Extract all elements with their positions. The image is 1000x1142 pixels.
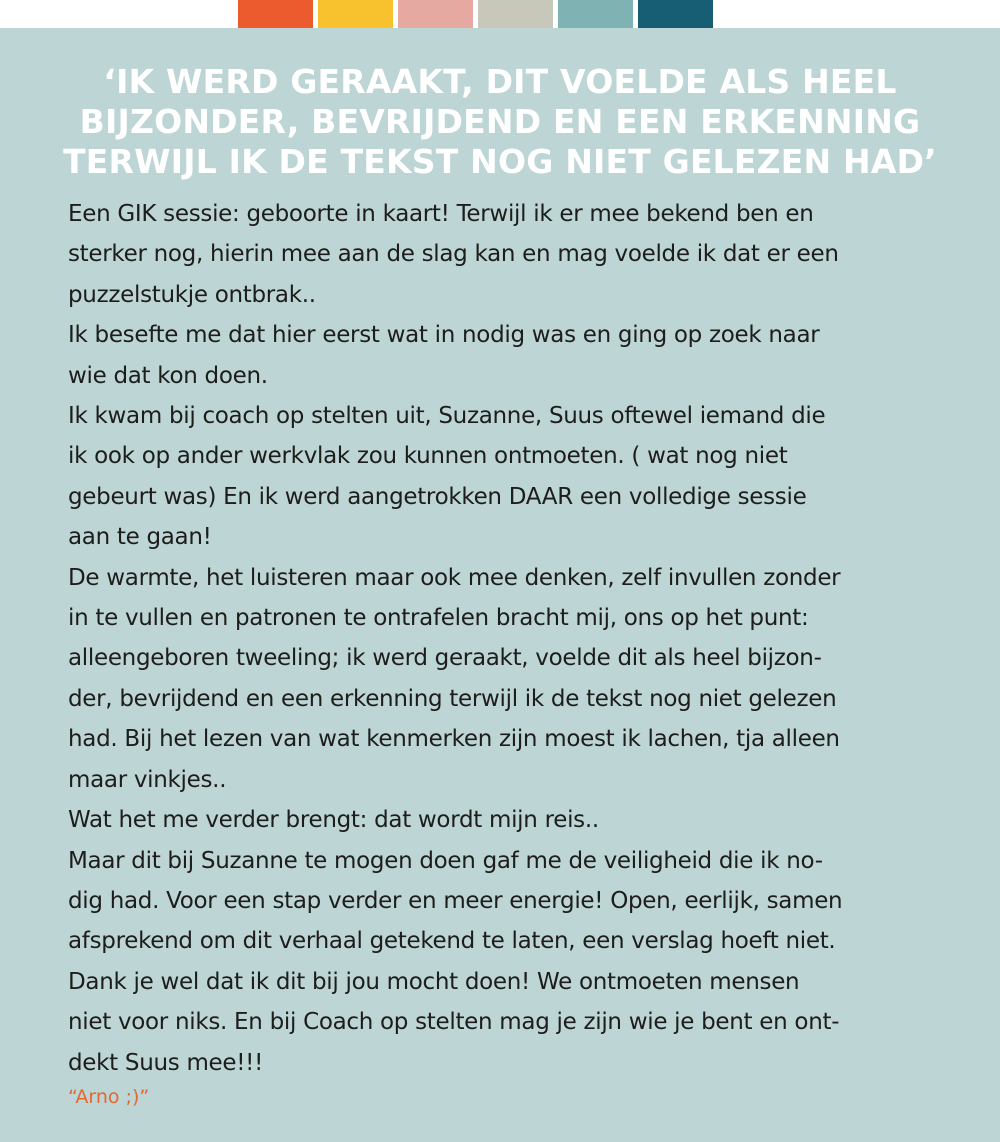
body-line: puzzelstukje ontbrak.. [68, 281, 316, 308]
title-line: TERWIJL IK DE TEKST NOG NIET GELEZEN HAD’ [63, 142, 937, 181]
body-line: niet voor niks. En bij Coach op stelten mag je zijn wie je bent en ont- [68, 1009, 840, 1036]
title-line: ‘IK WERD GERAAKT, DIT VOELDE ALS HEEL [103, 62, 897, 101]
swatch-dark-blue [638, 0, 713, 28]
swatch-pink [398, 0, 473, 28]
testimonial-title [20, 62, 980, 182]
body-line: sterker nog, hierin mee aan de slag kan en mag voelde ik dat er een [68, 241, 839, 268]
body-line: Ik kwam bij coach op stelten uit, Suzanne, Suus oftewel iemand die [68, 403, 826, 430]
body-line: aan te gaan! [68, 524, 212, 551]
signature: “Arno ;)” [68, 1086, 150, 1108]
body-line: Dank je wel dat ik dit bij jou mocht doen! We ontmoeten mensen [68, 968, 800, 995]
body-line: der, bevrijdend en een erkenning terwijl ik de tekst nog niet gelezen [68, 685, 837, 712]
testimonial-card [0, 28, 1000, 1142]
swatch-teal [558, 0, 633, 28]
body-line: wie dat kon doen. [68, 362, 268, 389]
body-line: dekt Suus mee!!! [68, 1049, 264, 1076]
body-line: Wat het me verder brengt: dat wordt mijn reis.. [68, 807, 599, 834]
body-line: afsprekend om dit verhaal getekend te laten, een verslag hoeft niet. [68, 928, 836, 955]
body-line: De warmte, het luisteren maar ook mee denken, zelf invullen zonder [68, 564, 841, 591]
testimonial-body [68, 194, 948, 1083]
swatch-orange [238, 0, 313, 28]
body-line: had. Bij het lezen van wat kenmerken zijn moest ik lachen, tja alleen [68, 726, 840, 753]
body-line: Ik besefte me dat hier eerst wat in nodig was en ging op zoek naar [68, 322, 820, 349]
title-line: BIJZONDER, BEVRIJDEND EN EEN ERKENNING [79, 102, 921, 141]
color-swatch-bar [238, 0, 713, 28]
body-line: gebeurt was) En ik werd aangetrokken DAAR een volledige sessie [68, 483, 807, 510]
swatch-yellow [318, 0, 393, 28]
body-line: maar vinkjes.. [68, 766, 227, 793]
body-line: Een GIK sessie: geboorte in kaart! Terwijl ik er mee bekend ben en [68, 201, 814, 227]
body-line: Maar dit bij Suzanne te mogen doen gaf me de veiligheid die ik no- [68, 847, 823, 874]
body-line: in te vullen en patronen te ontrafelen bracht mij, ons op het punt: [68, 605, 809, 632]
body-line: dig had. Voor een stap verder en meer energie! Open, eerlijk, samen [68, 887, 843, 914]
swatch-grey [478, 0, 553, 28]
body-line: alleengeboren tweeling; ik werd geraakt, voelde dit als heel bijzon- [68, 645, 822, 672]
body-line: ik ook op ander werkvlak zou kunnen ontmoeten. ( wat nog niet [68, 443, 788, 470]
